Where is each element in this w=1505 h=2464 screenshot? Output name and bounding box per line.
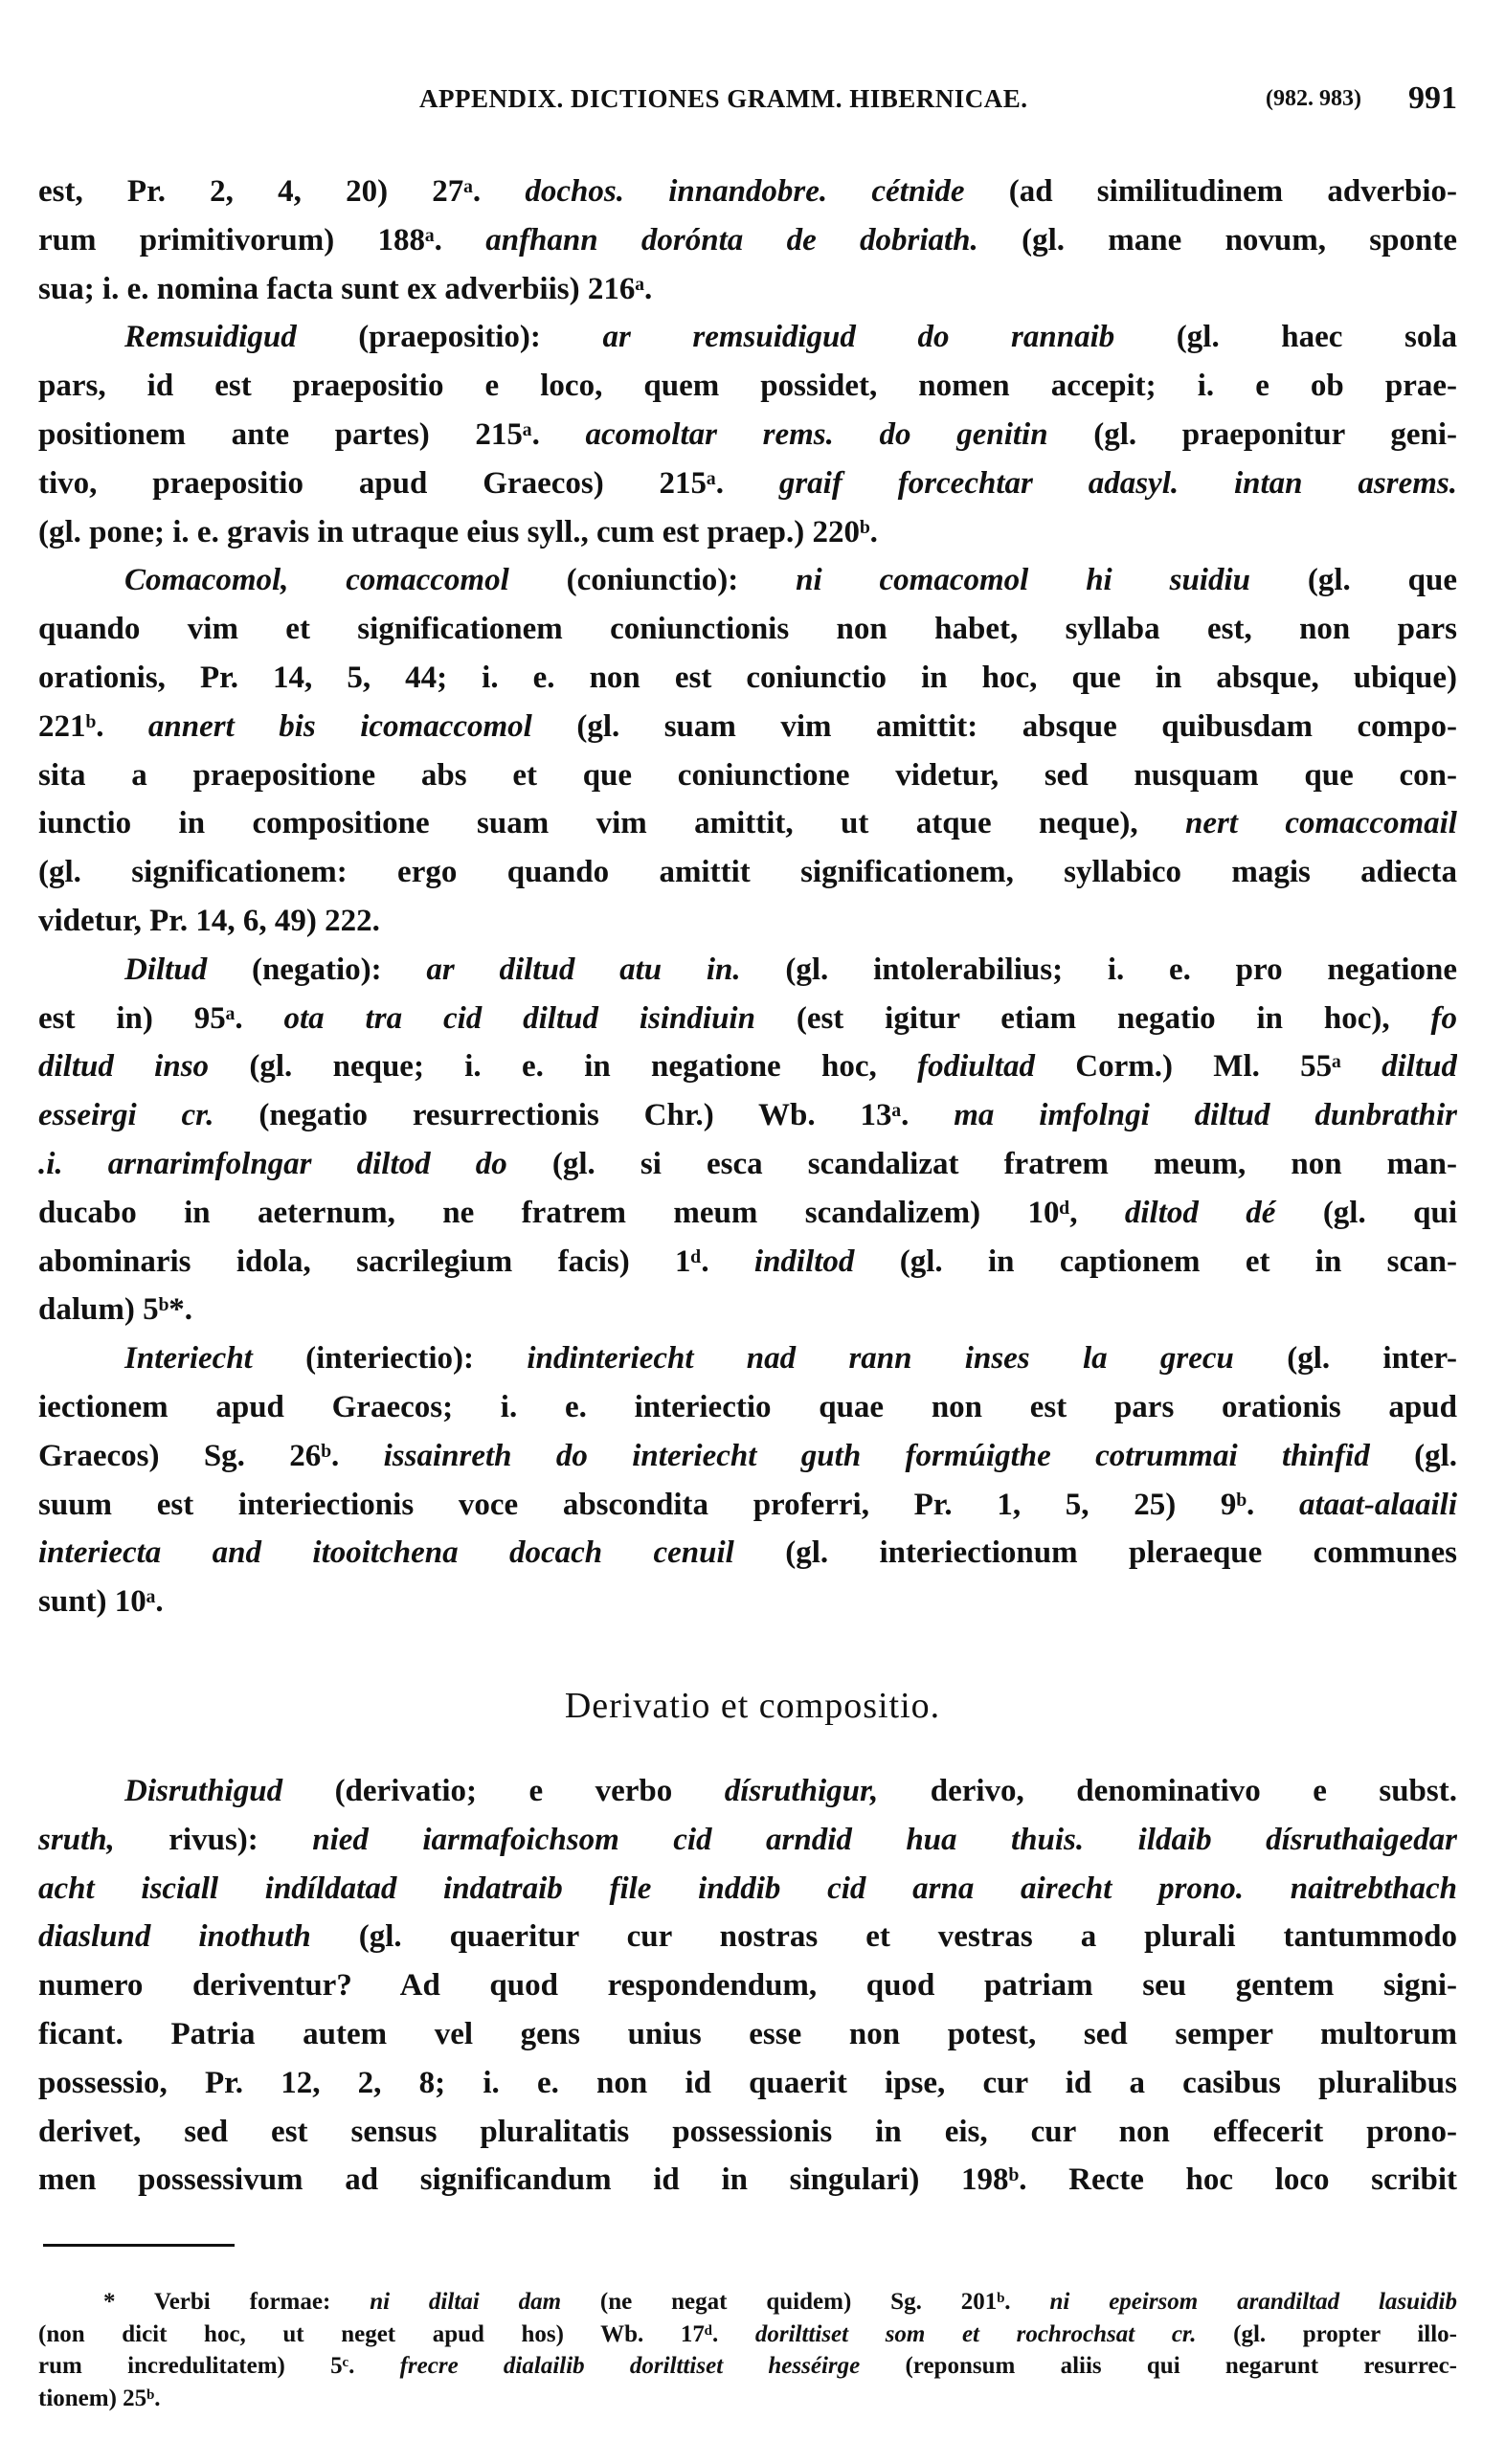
latin-text: (gl. si esca scandalizat fratrem meum, non man- bbox=[506, 1146, 1457, 1181]
latin-text: (interiectio): bbox=[252, 1341, 528, 1377]
irish-gloss-text: interiecta and itooitchena docach cenuil bbox=[38, 1535, 734, 1571]
irish-gloss-text: acht isciall indíldatad indatraib file inddib cid arna airecht prono. naitrebthach bbox=[38, 1870, 1457, 1906]
irish-gloss-text: nied iarmafoichsom cid arndid hua thuis. ildaib dísruthaigedar bbox=[312, 1822, 1457, 1857]
text-line bbox=[38, 1529, 1457, 1578]
text-line bbox=[38, 1238, 1457, 1287]
latin-text: (gl. suam vim amittit: absque quibusdam compo- bbox=[531, 708, 1457, 744]
latin-text: (gl. haec sola bbox=[1114, 320, 1457, 355]
text-line bbox=[38, 556, 1457, 605]
page-number: 991 bbox=[1408, 80, 1457, 116]
irish-gloss-text: .i. arnarimfolngar diltod do bbox=[38, 1146, 507, 1181]
latin-text: (ad similitudinem adverbio- bbox=[964, 174, 1457, 209]
page-refs: (982. 983) bbox=[1266, 86, 1361, 111]
latin-text: 221ᵇ. bbox=[38, 708, 148, 744]
latin-text: rum incredulitatem) 5ᶜ. bbox=[38, 2353, 400, 2379]
text-line bbox=[38, 1913, 1457, 1961]
latin-text: (derivatio; e verbo bbox=[282, 1774, 725, 1808]
irish-gloss-text: esseirgi cr. bbox=[38, 1098, 214, 1133]
text-line bbox=[38, 751, 1457, 800]
irish-gloss-text: diltud inso bbox=[38, 1049, 210, 1085]
irish-gloss-text: diltod dé bbox=[1124, 1195, 1276, 1230]
latin-text: (non dicit hoc, ut neget apud hos) Wb. 17ᵈ. bbox=[38, 2320, 755, 2347]
latin-text: derivo, denominativo e subst. bbox=[878, 1774, 1457, 1808]
latin-text: derivet, sed est sensus pluralitatis possessionis in eis, cur non effecerit prono- bbox=[38, 2114, 1457, 2149]
irish-gloss-text: frecre dialailib dorilttiset hesséirge bbox=[399, 2353, 861, 2379]
irish-gloss-text: issainreth do interiecht guth formúigthe cotrummai thinfid bbox=[383, 1438, 1370, 1473]
latin-text: (gl. neque; i. e. in negatione hoc, bbox=[209, 1049, 918, 1085]
text-line bbox=[38, 265, 1457, 314]
latin-text: (est igitur etiam negatio in hoc), bbox=[754, 1000, 1431, 1036]
latin-text: rum primitivorum) 188ᵃ. bbox=[38, 222, 486, 258]
latin-text: (gl. bbox=[1369, 1438, 1457, 1473]
latin-text: sunt) 10ᵃ. bbox=[38, 1584, 164, 1620]
irish-gloss-text: Comacomol, comaccomol bbox=[124, 563, 509, 598]
latin-text: (gl. intolerabilius; i. e. pro negatione bbox=[740, 952, 1457, 987]
irish-gloss-text: Disruthigud bbox=[124, 1774, 283, 1808]
latin-text: est in) 95ᵃ. bbox=[38, 1000, 284, 1036]
irish-gloss-text: ota tra cid diltud isindiuin bbox=[283, 1000, 755, 1036]
latin-text: (gl. mane novum, sponte bbox=[977, 222, 1457, 258]
latin-text: * Verbi formae: bbox=[103, 2289, 371, 2315]
irish-gloss-text: fodiultad bbox=[917, 1049, 1035, 1085]
latin-text: (gl. qui bbox=[1275, 1195, 1457, 1230]
text-line bbox=[38, 654, 1457, 703]
latin-text: men possessivum ad significandum id in singulari) 198ᵇ. Recte hoc loco scribit bbox=[38, 2162, 1457, 2198]
text-line bbox=[38, 508, 1457, 557]
text-line bbox=[38, 362, 1457, 411]
irish-gloss-text: Interiecht bbox=[124, 1341, 253, 1377]
latin-text: quando vim et significationem coniunctionis non habet, syllaba est, non pars bbox=[38, 612, 1457, 647]
latin-text: est, Pr. 2, 4, 20) 27ᵃ. bbox=[38, 174, 526, 209]
irish-gloss-text: ar remsuidigud do rannaib bbox=[602, 320, 1115, 355]
text-line bbox=[38, 1334, 1457, 1383]
irish-gloss-text: dochos. innandobre. cétnide bbox=[525, 174, 965, 209]
latin-text: (gl. inter- bbox=[1233, 1341, 1457, 1377]
text-line bbox=[38, 1961, 1457, 2010]
latin-text: (gl. praeponitur geni- bbox=[1047, 416, 1457, 452]
latin-text: iectionem apud Graecos; i. e. interiectio quae non est pars orationis apud bbox=[38, 1389, 1457, 1424]
text-line bbox=[38, 1091, 1457, 1140]
text-line bbox=[38, 897, 1457, 946]
latin-text: tivo, praepositio apud Graecos) 215ᵃ. bbox=[38, 465, 779, 501]
latin-text: abominaris idola, sacrilegium facis) 1ᵈ. bbox=[38, 1243, 754, 1279]
latin-text: (praepositio): bbox=[296, 320, 603, 355]
latin-text: dalum) 5ᵇ*. bbox=[38, 1292, 193, 1328]
irish-gloss-text: ma imfolngi diltud dunbrathir bbox=[954, 1098, 1457, 1133]
latin-text: orationis, Pr. 14, 5, 44; i. e. non est coniunctio in hoc, que in absque, ubique) bbox=[38, 660, 1457, 695]
latin-text: sua; i. e. nomina facta sunt ex adverbiis) 216ᵃ. bbox=[38, 271, 653, 306]
latin-text: (gl. significationem: ergo quando amittit significationem, syllabico magis adiecta bbox=[38, 855, 1457, 890]
irish-gloss-text: ni diltai dam bbox=[370, 2289, 562, 2315]
section-heading: Derivatio et compositio. bbox=[564, 1686, 941, 1726]
irish-gloss-text: ni comacomol hi suidiu bbox=[796, 563, 1250, 598]
text-line bbox=[38, 2350, 1457, 2383]
latin-text: positionem ante partes) 215ᵃ. bbox=[38, 416, 586, 452]
latin-text: iunctio in compositione suam vim amittit, ut atque neque), bbox=[38, 806, 1185, 841]
latin-text: (negatio): bbox=[207, 952, 427, 987]
latin-text: videtur, Pr. 14, 6, 49) 222. bbox=[38, 903, 380, 938]
text-line bbox=[38, 1286, 1457, 1334]
text-line bbox=[38, 605, 1457, 654]
latin-text: sita a praepositione abs et que coniunctione videtur, sed nusquam que con- bbox=[38, 757, 1457, 793]
irish-gloss-text: anfhann dorónta de dobriath. bbox=[485, 222, 978, 258]
footnote bbox=[38, 2286, 1457, 2414]
irish-gloss-text: Remsuidigud bbox=[124, 320, 297, 355]
latin-text: Corm.) Ml. 55ᵃ bbox=[1034, 1049, 1382, 1085]
latin-text: ducabo in aeternum, ne fratrem meum scandalizem) 10ᵈ, bbox=[38, 1195, 1125, 1230]
running-title: APPENDIX. DICTIONES GRAMM. HIBERNICAE. bbox=[419, 84, 1028, 113]
section-text bbox=[38, 1767, 1457, 2205]
irish-gloss-text: diaslund inothuth bbox=[38, 1919, 311, 1955]
latin-text: rivus): bbox=[114, 1822, 313, 1857]
text-line bbox=[38, 168, 1457, 216]
irish-gloss-text: acomoltar rems. do genitin bbox=[585, 416, 1048, 452]
text-line bbox=[38, 1042, 1457, 1091]
latin-text: (reponsum aliis qui negarunt resurrec- bbox=[860, 2353, 1457, 2379]
latin-text: (gl. que bbox=[1250, 563, 1457, 598]
irish-gloss-text: indinteriecht nad rann inses la grecu bbox=[527, 1341, 1234, 1377]
text-line bbox=[38, 2318, 1457, 2351]
latin-text: (negatio resurrectionis Chr.) Wb. 13ᵃ. bbox=[213, 1098, 955, 1133]
irish-gloss-text: sruth, bbox=[38, 1822, 115, 1857]
text-line bbox=[38, 1578, 1457, 1626]
irish-gloss-text: dísruthigur, bbox=[724, 1774, 879, 1808]
text-line bbox=[38, 1481, 1457, 1530]
latin-text: (gl. propter illo- bbox=[1196, 2320, 1457, 2347]
text-line bbox=[38, 848, 1457, 897]
latin-text: (gl. quaeritur cur nostras et vestras a plurali tantummodo bbox=[310, 1919, 1457, 1955]
text-line bbox=[38, 2010, 1457, 2059]
text-line bbox=[38, 313, 1457, 362]
text-line bbox=[38, 1767, 1457, 1816]
text-line bbox=[38, 216, 1457, 265]
text-line bbox=[38, 2286, 1457, 2318]
text-line bbox=[38, 946, 1457, 995]
irish-gloss-text: fo bbox=[1430, 1000, 1457, 1036]
irish-gloss-text: Diltud bbox=[124, 952, 208, 987]
latin-text: Graecos) Sg. 26ᵇ. bbox=[38, 1438, 384, 1473]
text-line bbox=[38, 1865, 1457, 1914]
latin-text: (gl. interiectionum pleraeque communes bbox=[733, 1535, 1457, 1571]
latin-text: tionem) 25ᵇ. bbox=[38, 2385, 161, 2411]
irish-gloss-text: nert comaccomail bbox=[1184, 806, 1457, 841]
latin-text: (gl. pone; i. e. gravis in utraque eius syll., cum est praep.) 220ᵇ. bbox=[38, 514, 878, 549]
latin-text: possessio, Pr. 12, 2, 8; i. e. non id quaerit ipse, cur id a casibus pluralibus bbox=[38, 2065, 1457, 2100]
latin-text: ficant. Patria autem vel gens unius esse non potest, sed semper multorum bbox=[38, 2016, 1457, 2051]
text-line bbox=[38, 1383, 1457, 1432]
text-line bbox=[38, 703, 1457, 751]
latin-text: suum est interiectionis voce abscondita proferri, Pr. 1, 5, 25) 9ᵇ. bbox=[38, 1487, 1299, 1522]
text-line bbox=[38, 2383, 1457, 2415]
text-line bbox=[38, 1189, 1457, 1238]
irish-gloss-text: ataat-alaaili bbox=[1299, 1487, 1457, 1522]
irish-gloss-text: dorilttiset som et rochrochsat cr. bbox=[754, 2320, 1197, 2347]
text-line bbox=[38, 799, 1457, 848]
text-line bbox=[38, 995, 1457, 1043]
text-line bbox=[38, 1140, 1457, 1189]
text-line bbox=[38, 459, 1457, 508]
footnote-divider bbox=[43, 2244, 235, 2247]
text-line bbox=[38, 2156, 1457, 2205]
text-line bbox=[38, 1816, 1457, 1865]
irish-gloss-text: annert bis icomaccomol bbox=[147, 708, 532, 744]
text-line bbox=[38, 411, 1457, 459]
latin-text: numero deriventur? Ad quod respondendum, quod patriam seu gentem signi- bbox=[38, 1968, 1457, 2004]
latin-text: pars, id est praepositio e loco, quem possidet, nomen accepit; i. e ob prae- bbox=[38, 369, 1457, 404]
irish-gloss-text: ni epeirsom arandiltad lasuidib bbox=[1049, 2289, 1457, 2315]
irish-gloss-text: indiltod bbox=[753, 1243, 855, 1279]
latin-text: (coniunctio): bbox=[508, 563, 797, 598]
running-header bbox=[38, 80, 1457, 119]
text-line bbox=[38, 2108, 1457, 2157]
latin-text: (ne negat quidem) Sg. 201ᵇ. bbox=[561, 2289, 1050, 2315]
irish-gloss-text: diltud bbox=[1381, 1049, 1457, 1085]
irish-gloss-text: graif forcechtar adasyl. intan asrems. bbox=[778, 465, 1457, 501]
main-text bbox=[38, 168, 1457, 1626]
latin-text: (gl. in captionem et in scan- bbox=[854, 1243, 1457, 1279]
text-line bbox=[38, 2059, 1457, 2108]
text-line bbox=[38, 1432, 1457, 1481]
irish-gloss-text: ar diltud atu in. bbox=[426, 952, 741, 987]
